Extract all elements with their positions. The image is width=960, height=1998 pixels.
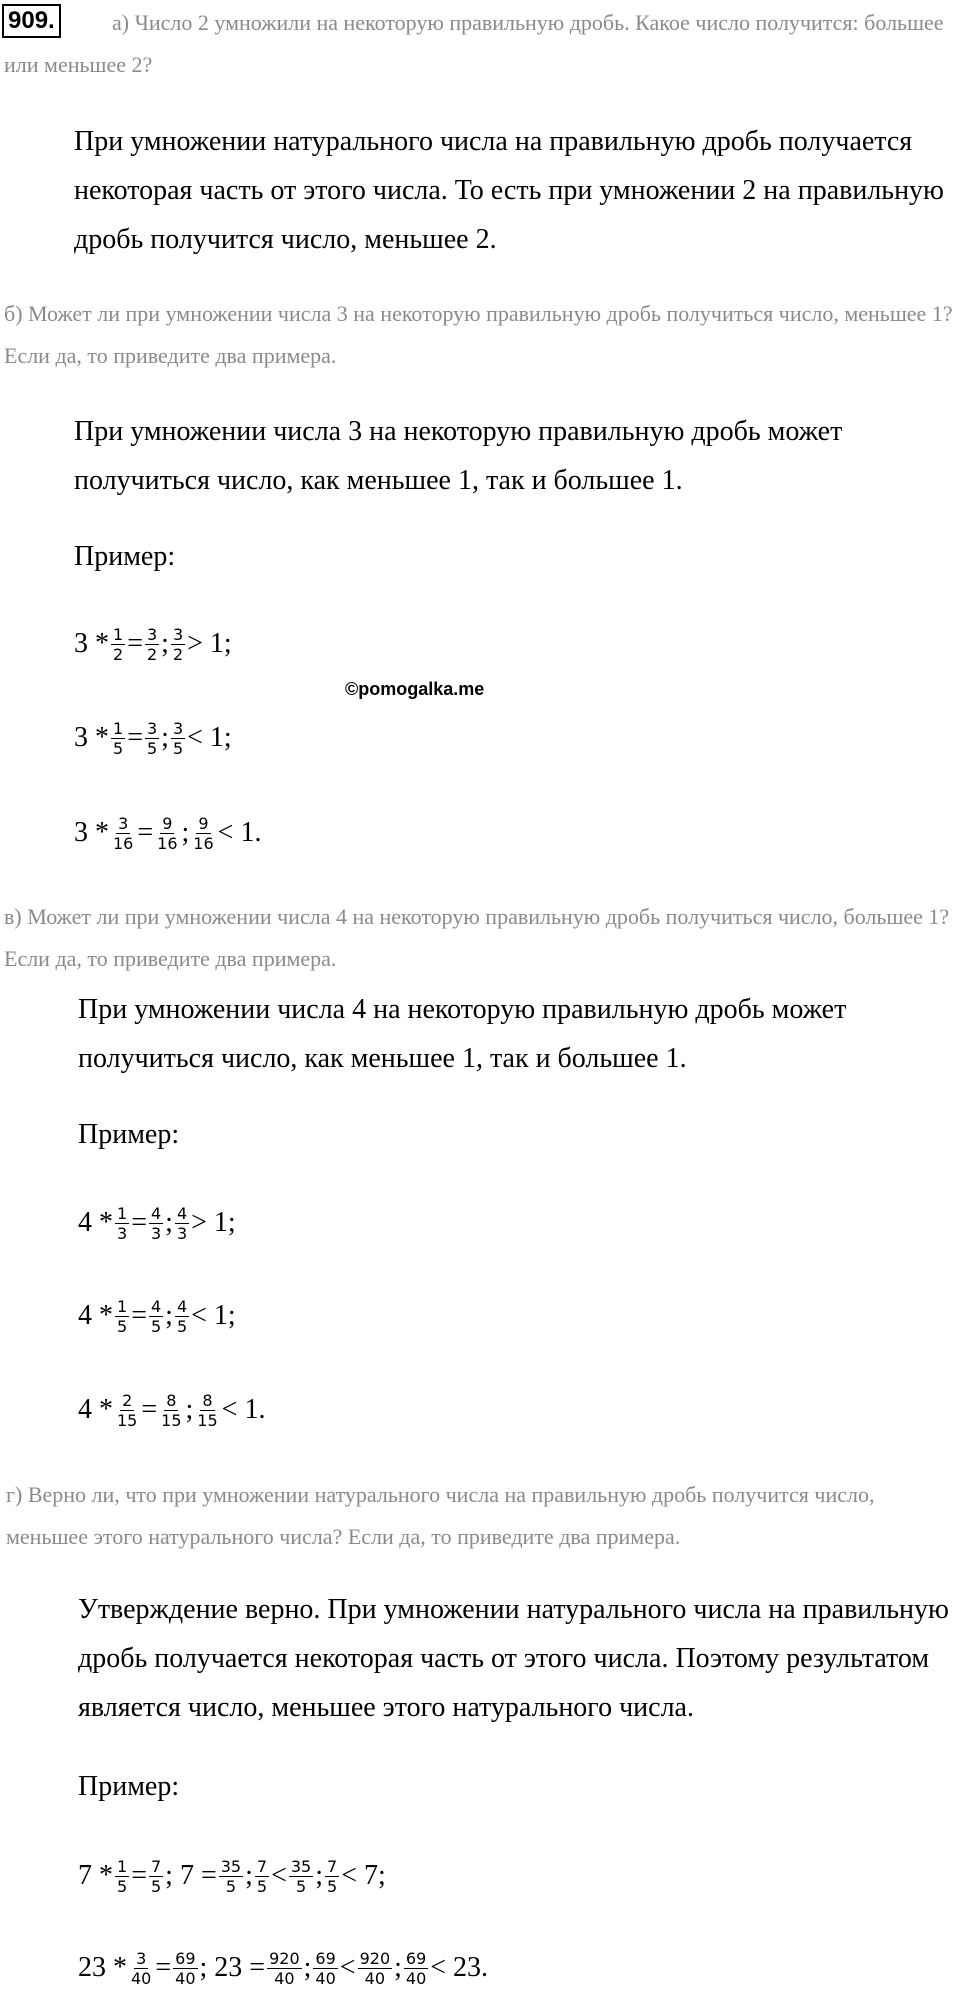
example-v-1: 4 * $\frac{1}{3}$ = $\frac{4}{3}$ ; $\frac{4}{3}$ > 1; bbox=[78, 1203, 236, 1243]
fraction: $\frac{3}{5}$ bbox=[146, 718, 158, 758]
example-label-v: Пример: bbox=[78, 1119, 180, 1150]
fraction: $\frac{8}{15}$ bbox=[197, 1390, 218, 1430]
example-v-2: 4 * $\frac{1}{5}$ = $\frac{4}{5}$ ; $\frac{4}{5}$ < 1; bbox=[78, 1296, 236, 1336]
fraction: $\frac{4}{3}$ bbox=[176, 1203, 188, 1243]
fraction: $\frac{3}{2}$ bbox=[146, 624, 158, 664]
fraction: $\frac{7}{5}$ bbox=[150, 1856, 162, 1896]
fraction: $\frac{69}{40}$ bbox=[405, 1948, 427, 1988]
example-g-2: 23 * $\frac{3}{40}$ = $\frac{69}{40}$ ; 23 = $\frac{920}{40}$ ; $\frac{69}{40}$ < $\frac{920}{40}$ ; $\frac{69}{40}$ < 23. bbox=[78, 1948, 489, 1988]
fraction: $\frac{9}{16}$ bbox=[193, 813, 214, 853]
fraction: $\frac{7}{5}$ bbox=[256, 1856, 268, 1896]
fraction: $\frac{3}{5}$ bbox=[172, 718, 184, 758]
fraction: $\frac{3}{2}$ bbox=[172, 624, 184, 664]
question-v: в) Может ли при умножении числа 4 на некоторую правильную дробь получиться число, большее 1? Если да, то приведите два примера. bbox=[4, 904, 950, 971]
fraction: $\frac{1}{2}$ bbox=[113, 624, 124, 664]
watermark: ©pomogalka.me bbox=[345, 679, 485, 699]
problem-number: 909. bbox=[2, 4, 61, 38]
fraction: $\frac{7}{5}$ bbox=[327, 1856, 338, 1896]
fraction: $\frac{1}{5}$ bbox=[117, 1296, 128, 1336]
fraction: $\frac{920}{40}$ bbox=[269, 1948, 300, 1988]
fraction: $\frac{3}{40}$ bbox=[131, 1948, 152, 1988]
question-g: г) Верно ли, что при умножении натурального числа на правильную дробь получится число, меньшее этого натурального числа? Если да, то приведите два примера. bbox=[6, 1482, 875, 1549]
question-a: а) Число 2 умножили на некоторую правильную дробь. Какое число получится: большее или меньшее 2? bbox=[4, 10, 944, 77]
example-b-3: 3 * $\frac{3}{16}$ = $\frac{9}{16}$ ; $\frac{9}{16}$ < 1. bbox=[74, 813, 262, 853]
fraction: $\frac{8}{15}$ bbox=[161, 1390, 182, 1430]
example-b-1: 3 * $\frac{1}{2}$ = $\frac{3}{2}$ ; $\frac{3}{2}$ > 1; bbox=[74, 624, 232, 664]
question-b: б) Может ли при умножении числа 3 на некоторую правильную дробь получиться число, меньшее 1? Если да, то приведите два примера. bbox=[4, 301, 953, 368]
answer-v: При умножении числа 4 на некоторую правильную дробь может получиться число, как меньшее 1, так и большее 1. bbox=[78, 994, 847, 1074]
fraction: $\frac{1}{3}$ bbox=[117, 1203, 128, 1243]
example-label-g: Пример: bbox=[78, 1771, 180, 1802]
example-g-1: 7 * $\frac{1}{5}$ = $\frac{7}{5}$ ; 7 = $\frac{35}{5}$ ; $\frac{7}{5}$ < $\frac{35}{5}$ ; $\frac{7}{5}$ < 7; bbox=[78, 1856, 386, 1896]
fraction: $\frac{69}{40}$ bbox=[315, 1948, 336, 1988]
fraction: $\frac{1}{5}$ bbox=[117, 1856, 128, 1896]
example-label-b: Пример: bbox=[74, 541, 176, 572]
fraction: $\frac{4}{5}$ bbox=[150, 1296, 162, 1336]
answer-b: При умножении числа 3 на некоторую правильную дробь может получиться число, как меньшее 1, так и большее 1. bbox=[74, 416, 843, 496]
example-v-3: 4 * $\frac{2}{15}$ = $\frac{8}{15}$ ; $\frac{8}{15}$ < 1. bbox=[78, 1390, 266, 1430]
fraction: $\frac{1}{5}$ bbox=[113, 718, 124, 758]
fraction: $\frac{69}{40}$ bbox=[175, 1948, 196, 1988]
answer-g: Утверждение верно. При умножении натурального числа на правильную дробь получается некоторая часть от этого числа. Поэтому результатом является число, меньшее этого натурального числа. bbox=[78, 1594, 949, 1723]
fraction: $\frac{4}{5}$ bbox=[176, 1296, 188, 1336]
fraction: $\frac{35}{5}$ bbox=[290, 1856, 312, 1896]
example-b-2: 3 * $\frac{1}{5}$ = $\frac{3}{5}$ ; $\frac{3}{5}$ < 1; bbox=[74, 718, 232, 758]
fraction: $\frac{9}{16}$ bbox=[157, 813, 178, 853]
fraction: $\frac{920}{40}$ bbox=[359, 1948, 391, 1988]
fraction: $\frac{2}{15}$ bbox=[117, 1390, 138, 1430]
fraction: $\frac{4}{3}$ bbox=[150, 1203, 162, 1243]
fraction: $\frac{35}{5}$ bbox=[220, 1856, 242, 1896]
fraction: $\frac{3}{16}$ bbox=[113, 813, 134, 853]
answer-a: При умножении натурального числа на правильную дробь получается некоторая часть от этого числа. То есть при умножении 2 на правильную дробь получится число, меньшее 2. bbox=[74, 126, 944, 255]
